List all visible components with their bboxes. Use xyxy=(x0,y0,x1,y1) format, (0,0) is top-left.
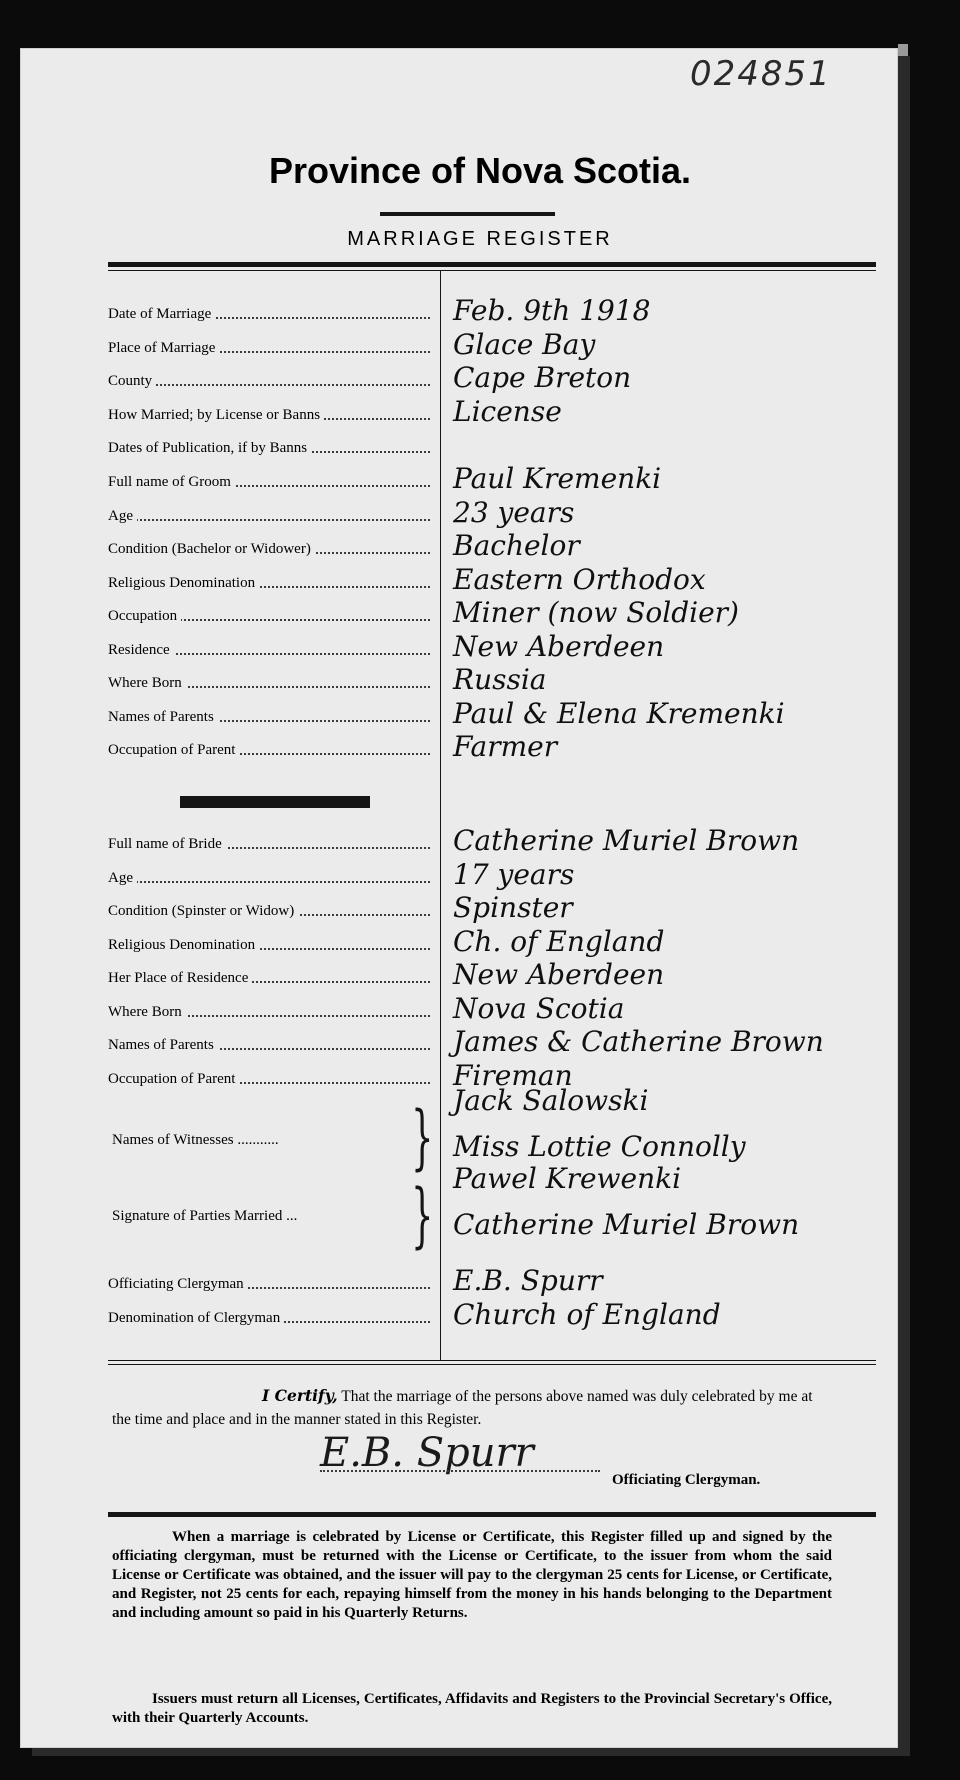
field-label: Denomination of Clergyman xyxy=(108,1310,438,1327)
signature-groom: Pawel Krewenki xyxy=(453,1162,682,1195)
section-divider-bar xyxy=(180,796,370,808)
field-value: Bachelor xyxy=(453,529,580,562)
field-label: Her Place of Residence xyxy=(108,970,438,987)
signature-caption: Officiating Clergyman. xyxy=(612,1472,761,1488)
field-label: Names of Parents xyxy=(108,1037,438,1054)
field-row xyxy=(108,730,878,766)
field-value: Farmer xyxy=(453,730,558,763)
field-row xyxy=(108,462,878,498)
dotted-leader xyxy=(108,881,430,883)
field-row xyxy=(108,1264,878,1300)
witness-2: Miss Lottie Connolly xyxy=(453,1130,746,1163)
field-value: New Aberdeen xyxy=(453,958,665,991)
field-value: Nova Scotia xyxy=(453,991,625,1025)
field-label: Occupation of Parent xyxy=(108,742,438,759)
field-label: Dates of Publication, if by Banns xyxy=(108,440,438,457)
field-value: E.B. Spurr xyxy=(453,1264,603,1297)
field-value: James & Catherine Brown xyxy=(453,1025,824,1058)
field-value: Spinster xyxy=(453,891,573,924)
field-value: Eastern Orthodox xyxy=(453,562,706,596)
field-label: Age xyxy=(108,508,438,525)
field-value: License xyxy=(453,394,562,428)
field-value: Paul Kremenki xyxy=(453,462,662,495)
field-value: Paul & Elena Kremenki xyxy=(453,696,785,730)
clergyman-signature: E.B. Spurr xyxy=(320,1430,534,1476)
section-rule-2 xyxy=(108,1364,876,1365)
field-row xyxy=(108,1025,878,1061)
field-label: Occupation xyxy=(108,608,438,625)
field-label: Full name of Groom xyxy=(108,474,438,491)
field-label: Date of Marriage xyxy=(108,306,438,323)
field-value: 23 years xyxy=(453,495,575,529)
field-row xyxy=(108,991,878,1028)
field-value: Miner (now Soldier) xyxy=(453,596,739,629)
field-value: Fireman xyxy=(453,1058,573,1092)
field-value: Catherine Muriel Brown xyxy=(453,824,800,857)
form-title: Province of Nova Scotia. xyxy=(268,150,692,191)
field-label: Occupation of Parent xyxy=(108,1071,438,1088)
field-row xyxy=(108,529,878,565)
dotted-leader xyxy=(108,384,430,386)
field-label: Names of Parents xyxy=(108,709,438,726)
field-value: Church of England xyxy=(453,1297,721,1331)
section-rule-1 xyxy=(108,1360,876,1361)
field-row xyxy=(108,824,878,860)
field-row xyxy=(108,663,878,699)
field-label: Condition (Spinster or Widow) xyxy=(108,903,438,920)
field-row xyxy=(108,924,878,961)
field-row xyxy=(108,857,878,894)
field-row xyxy=(108,629,878,666)
certify-heading: I Certify, xyxy=(262,1386,338,1405)
field-row xyxy=(108,294,878,330)
witnesses-brace: } xyxy=(411,1096,434,1178)
notice-rule xyxy=(108,1512,876,1517)
field-row xyxy=(108,958,878,994)
signature-bride: Catherine Muriel Brown xyxy=(453,1208,800,1241)
notice-text-2: Issuers must return all Licenses, Certificates, Affidavits and Registers to the Provincial Secretary's Office, with their Quarterly Accounts. xyxy=(112,1691,832,1726)
signatures-label: Signature of Parties Married ... xyxy=(112,1208,298,1224)
field-row xyxy=(108,596,878,632)
field-label: Where Born xyxy=(108,675,438,692)
field-value: Glace Bay xyxy=(453,327,596,361)
header-rule-thin xyxy=(108,270,876,271)
field-label: Full name of Bride xyxy=(108,836,438,853)
field-row xyxy=(108,891,878,927)
header-rule xyxy=(108,262,876,267)
field-row xyxy=(108,434,878,464)
field-value: Feb. 9th 1918 xyxy=(453,294,651,327)
field-label: Age xyxy=(108,870,438,887)
field-row xyxy=(108,1297,878,1334)
field-label: County xyxy=(108,373,438,390)
field-label: Condition (Bachelor or Widower) xyxy=(108,541,438,558)
form-subtitle: MARRIAGE REGISTER xyxy=(347,228,613,250)
dotted-leader xyxy=(108,519,430,521)
field-label: Religious Denomination xyxy=(108,937,438,954)
field-value: Ch. of England xyxy=(453,924,665,958)
title-underline xyxy=(380,212,555,216)
field-row xyxy=(108,495,878,532)
field-row xyxy=(108,327,878,364)
notice-text: When a marriage is celebrated by License or Certificate, this Register filled up and signed by the officiating clergyman, must be returned with the License or Certificate, to the issuer from whom the said License or Certificate was obtained, and the issuer will pay to the clergyman 25 cents for License, or Certificate, and Register, not 25 cents for each, repaying himself from the money in his hands belonging to the Department and including amount so paid in his Quarterly Returns. xyxy=(112,1529,832,1621)
certify-body: That the marriage of the persons above named was duly celebrated by me at the time and place and in the manner stated in this Register. xyxy=(112,1388,813,1428)
signature-dotted-line xyxy=(320,1470,600,1472)
field-value: 17 years xyxy=(453,857,575,891)
field-value: New Aberdeen xyxy=(453,629,665,663)
field-row xyxy=(108,562,878,599)
document-number: 024851 xyxy=(690,54,832,94)
field-row xyxy=(108,696,878,733)
field-row xyxy=(108,361,878,397)
field-label: Place of Marriage xyxy=(108,340,438,357)
field-label: Residence xyxy=(108,642,438,659)
field-label: Officiating Clergyman xyxy=(108,1276,438,1293)
field-row xyxy=(108,394,878,431)
field-label: How Married; by License or Banns xyxy=(108,407,438,424)
paper-edge xyxy=(898,44,908,1740)
field-label: Where Born xyxy=(108,1004,438,1021)
field-label: Religious Denomination xyxy=(108,575,438,592)
certification-text xyxy=(112,1384,832,1431)
field-value: Cape Breton xyxy=(453,361,632,394)
signatures-brace: } xyxy=(411,1174,434,1256)
field-value: Russia xyxy=(453,663,547,696)
witnesses-label: Names of Witnesses ........... xyxy=(112,1132,279,1148)
witness-1: Jack Salowski xyxy=(453,1084,649,1117)
